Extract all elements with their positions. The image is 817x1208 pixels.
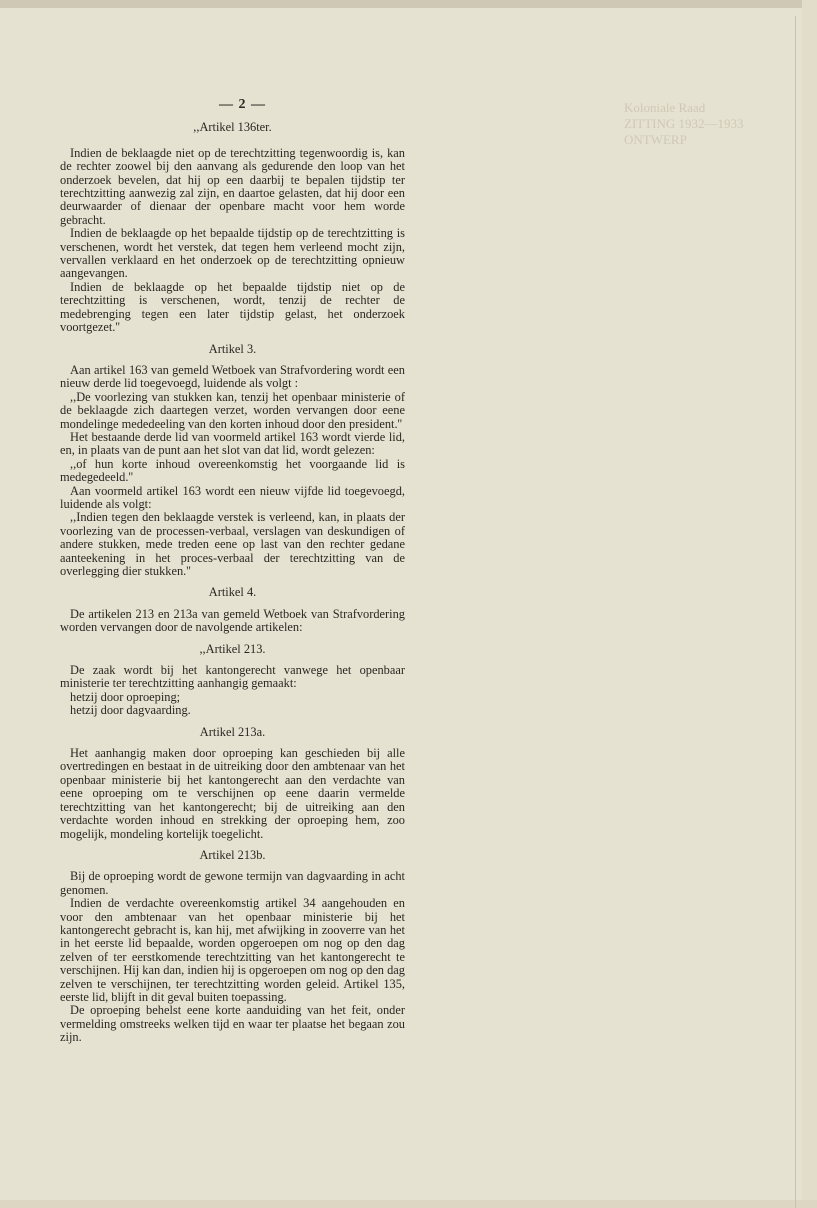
paragraph: Indien de beklaagde niet op de terechtzitting tegenwoordig is, kan de rechter zoowel bij den aanvang als gedurende den loop van het onderzoek bevelen, dat hij op een daarbij te bepalen tijdstip ter terechtzitting aanwezig zal zijn, en daartoe gelasten, dat hij door een deurwaarder of dienaar der openbare macht voor hem worde gebracht.	[60, 145, 405, 227]
article-3-heading: Artikel 3.	[208, 341, 257, 356]
paragraph: Bij de oproeping wordt de gewone termijn van dagvaarding in acht genomen.	[60, 869, 405, 897]
page-number: — 2 —	[219, 97, 266, 112]
quoted-paragraph: ,,Indien tegen den beklaagde verstek is verleend, kan, in plaats der voorlezing van de processen-verbaal, verslagen van deskundigen of andere stukken, mede treden eene op last van den rechter gedane aanteekening in het proces-verbaal der terechtzitting van de overlegging dier stukken.''	[60, 510, 405, 578]
paragraph: Indien de verdachte overeenkomstig artikel 34 aangehouden en voor den ambtenaar van het openbaar ministerie bij het kantongerecht gebracht is, kan hij, met afwijking in zooverre van het in het eerste lid bepaalde, worden opgeroepen om nog op den dag zelven of ter eerstkomende terechtzitting van het kantongerecht te verschijnen. Hij kan dan, indien hij is opgeroepen om nog op den dag zelven te verschijnen, ter terechtzitting worden geleid. Artikel 135, eerste lid, blijft in dit geval buiten toepassing.	[60, 896, 405, 1004]
bleed-through-text: Koloniale Raad ZITTING 1932—1933 ONTWERP	[624, 100, 744, 147]
paragraph: De oproeping behelst eene korte aanduiding van het feit, onder vermelding omstreeks welken tijd en waar ter plaatse het begaan zou zijn.	[60, 1003, 405, 1045]
article-213-heading: ,,Artikel 213.	[199, 641, 266, 656]
page-edge-line	[795, 16, 796, 1208]
article-213b-heading: Artikel 213b.	[199, 847, 266, 862]
paragraph: Aan voormeld artikel 163 wordt een nieuw vijfde lid toegevoegd, luidende als volgt:	[60, 483, 405, 511]
paragraph: Het aanhangig maken door oproeping kan geschieden bij alle overtredingen en bestaat in de uitreiking door den ambtenaar van het openbaar ministerie bij het kantongerecht aan den verdachte van eene oproeping om te verschijnen op eene daarin vermelde terechtzitting van het kantongerecht; bij de uitreiking aan den verdachte worden inhoud en strekking der oproeping hem, zoo mogelijk, mondeling kortelijk toegelicht.	[60, 746, 405, 841]
quoted-paragraph: ,,of hun korte inhoud overeenkomstig het voorgaande lid is medegedeeld.''	[60, 456, 405, 485]
paragraph: Aan artikel 163 van gemeld Wetboek van Strafvordering wordt een nieuw derde lid toegevoegd, luidende als volgt :	[60, 362, 405, 391]
scan-top-edge	[0, 0, 817, 8]
paragraph: Indien de beklaagde op het bepaalde tijdstip niet op de terechtzitting is verschenen, wordt, tenzij de rechter de medebrenging tegen een later tijdstip gelast, het onderzoek voortgezet.''	[60, 279, 405, 335]
list-line: hetzij door dagvaarding.	[70, 703, 191, 718]
paragraph: De artikelen 213 en 213a van gemeld Wetboek van Strafvordering worden vervangen door de navolgende artikelen:	[60, 606, 405, 635]
paragraph: Indien de beklaagde op het bepaalde tijdstip op de terechtzitting is verschenen, wordt het verstek, dat tegen hem verleend mocht zijn, vervallen verklaard en het onderzoek op de terechtzitting opnieuw aangevangen.	[60, 226, 405, 281]
paragraph: De zaak wordt bij het kantongerecht vanwege het openbaar ministerie ter terechtzitting aanhangig gemaakt:	[60, 663, 405, 691]
quoted-paragraph: ,,De voorlezing van stukken kan, tenzij het openbaar ministerie of de beklaagde zich daartegen verzet, worden vervangen door eene mondelinge mededeeling van den korten inhoud door den president.''	[60, 389, 405, 431]
text-column	[60, 98, 405, 1045]
article-136ter-heading: ,,Artikel 136ter.	[193, 120, 272, 135]
article-213a-heading: Artikel 213a.	[199, 724, 266, 739]
article-4-heading: Artikel 4.	[208, 585, 257, 600]
paragraph: Het bestaande derde lid van voormeld artikel 163 wordt vierde lid, en, in plaats van de punt aan het slot van dat lid, wordt gelezen:	[60, 429, 405, 458]
scan-right-edge	[802, 0, 817, 1200]
list-line: hetzij door oproeping;	[70, 689, 181, 704]
